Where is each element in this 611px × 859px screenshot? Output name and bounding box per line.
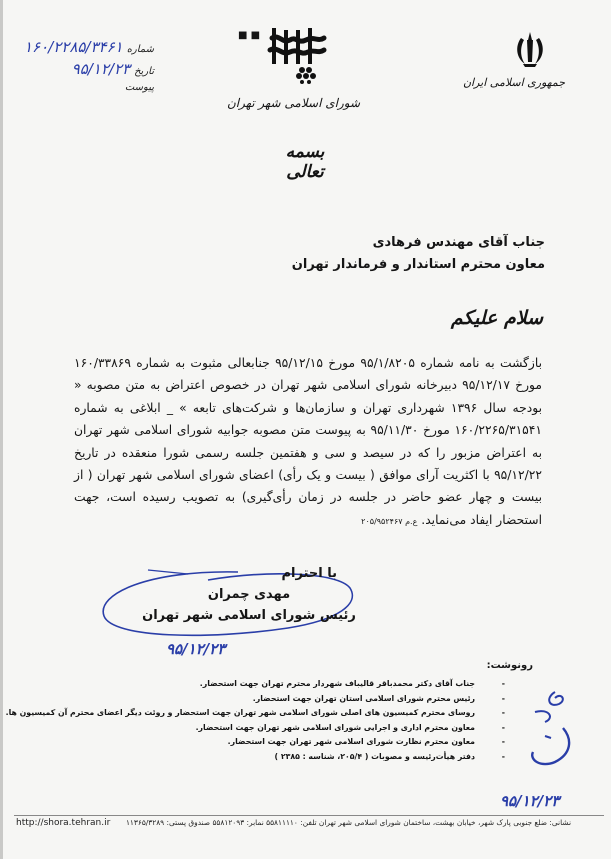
copies-list-item: - دفتر هیأت‌رئیسه و مصوبات ( ۲۰۵/۴، شناسه : ۲۳۸۵ ) <box>79 750 479 765</box>
letter-body <box>74 352 542 533</box>
emblem-caption: جمهوری اسلامی ایران <box>462 76 565 89</box>
copies-list-item: - معاون محترم اداری و اجرایی شورای اسلامی شهر تهران جهت استحضار. <box>79 721 479 736</box>
city-council-logo-icon <box>266 24 328 84</box>
handwritten-initial-scribble <box>515 688 585 774</box>
reference-attachment-row <box>14 82 154 104</box>
signature-respect: با احترام <box>281 566 337 581</box>
top-mark: ■ ■ <box>238 30 261 41</box>
addressee-line-1: جناب آقای مهندس فرهادی <box>372 235 545 250</box>
reference-date-label: تاریخ <box>134 66 154 77</box>
reference-number-label: شماره <box>126 44 154 55</box>
copies-list-item: - روسای محترم کمیسیون های اصلی شورای اسلامی شهر تهران جهت استحضار و روئت دیگر اعضای محترم آن کمیسیون ها. <box>79 706 479 721</box>
footer-address: نشانی: ضلع جنوبی پارک شهر، خیابان بهشت، ساختمان شورای اسلامی شهر تهران تلفن: ۵۵۸۱۱۱۱۰ نمابر: ۵۵۸۱۲۰۹۳ صندوق پستی: ۱۱۳۶۵/۳۲۸۹ <box>125 818 571 827</box>
signatory-name: مهدی چمران <box>207 587 291 602</box>
copies-list-item: - معاون محترم نظارت شورای اسلامی شهر تهران جهت استحضار. <box>79 735 479 750</box>
footer-divider <box>14 815 604 816</box>
bismillah-heading: بسمه تعالی <box>285 142 325 182</box>
copies-list-item: - جناب آقای دکتر محمدباقر قالیباف شهردار محترم تهران جهت استحضار. <box>79 677 479 692</box>
signature-handwritten-date: ۹۵/۱۲/۲۳ <box>166 640 226 658</box>
council-name: شورای اسلامی شهر تهران <box>226 96 360 110</box>
letter-body-code: ع.م ۲۰۵/۹۵۲۴۶۷ <box>361 516 418 526</box>
addressee-block <box>292 232 545 276</box>
signature-block <box>139 566 359 623</box>
handwritten-side-date: ۹۵/۱۲/۲۳ <box>500 792 560 810</box>
reference-block <box>14 38 154 104</box>
reference-number-value: ۱۶۰/۲۲۸۵/۳۴۶۱ <box>23 38 123 56</box>
scan-edge <box>0 0 3 859</box>
signatory-title: رئیس شورای اسلامی شهر تهران <box>142 608 356 623</box>
reference-date-row <box>14 60 154 82</box>
reference-number-row <box>14 38 154 60</box>
reference-date-value: ۹۵/۱۲/۲۳ <box>71 60 131 78</box>
iran-emblem-icon <box>513 30 547 68</box>
addressee-line-2: معاون محترم استاندار و فرماندار تهران <box>291 257 545 272</box>
copies-list-item: - رئیس محترم شورای اسلامی استان تهران جهت استحضار. <box>79 692 479 707</box>
footer-url: http://shora.tehran.ir <box>16 818 111 828</box>
reference-attachment-label: پیوست <box>124 82 154 93</box>
copies-heading: رونوشت: <box>486 660 533 671</box>
letter-body-main-text: بازگشت به نامه شماره ۹۵/۱/۸۲۰۵ مورخ ۹۵/۱۲/۱۵ جنابعالی مثبوت به شماره ۱۶۰/۳۳۸۶۹ مورخ ۹۵/۱۲/۱۷ دبیرخانه شورای اسلامی شهر تهران در خصوص اعتراض به متن مصوبه « بودجه سال ۱۳۹۶ شهرداری تهران و سازمان‌ها و شرکت‌های تابعه » _ ابلاغی به شماره ۱۶۰/۲۲۶۵/۳۱۵۴۱ مورخ ۹۵/۱۱/۳۰ به پیوست متن مصوبه جوابیه شورای اسلامی شهر تهران به اعتراض مزبور را که در سیصد و سی و هفتمین جلسه رسمی شورا منعقده در تاریخ ۹۵/۱۲/۲۲ با اکثریت آرای موافق ( بیست و یک رأی) اعضای شورای اسلامی شهر تهران ( از بیست و چهار عضو حاضر در جلسه در زمان رأی‌گیری) به تصویب رسیده است، جهت استحضار ایفاد می‌نماید. <box>74 356 543 527</box>
salutation: سلام علیکم <box>450 307 543 329</box>
letter-body-paragraph <box>74 352 542 533</box>
copies-list <box>5 677 479 765</box>
